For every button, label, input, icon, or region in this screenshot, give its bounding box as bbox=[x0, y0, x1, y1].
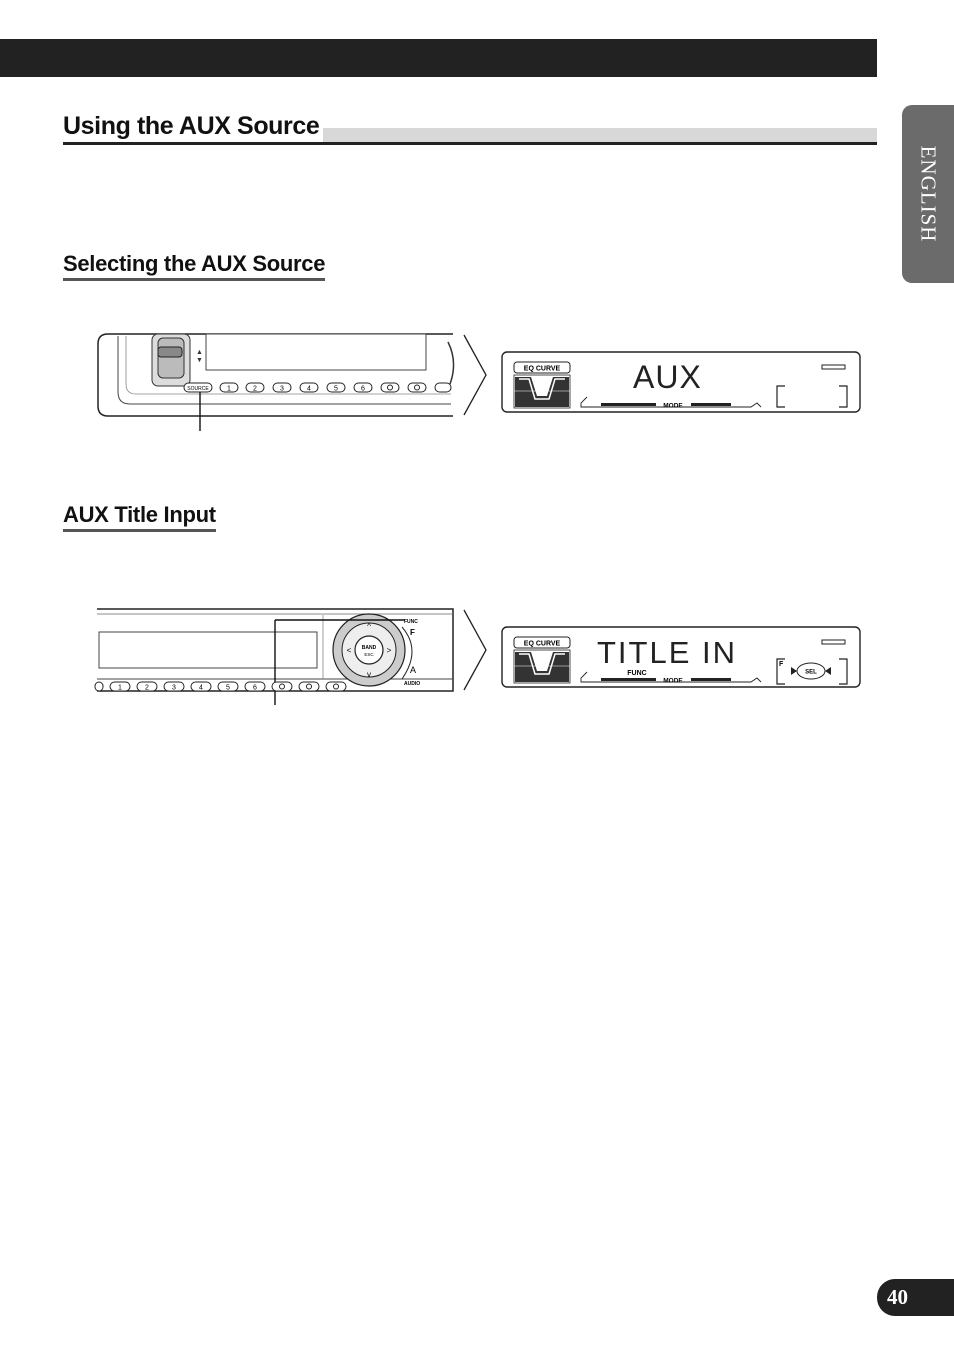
section-heading bbox=[63, 110, 877, 144]
sel-label: SEL bbox=[805, 669, 817, 676]
audio-button-label: AUDIO bbox=[404, 681, 421, 687]
mode-label: MODE bbox=[663, 402, 683, 410]
top-bar bbox=[0, 39, 877, 77]
svg-text:3: 3 bbox=[172, 684, 176, 692]
eq-curve-graphic bbox=[514, 375, 570, 408]
svg-text:^: ^ bbox=[367, 622, 371, 631]
subheading-title-input: AUX Title Input bbox=[63, 502, 216, 532]
preset-button-1 bbox=[220, 383, 238, 393]
display-aux bbox=[501, 351, 862, 414]
func-indicator: FUNC bbox=[627, 670, 647, 677]
preset-button-5 bbox=[327, 383, 345, 393]
svg-text:1: 1 bbox=[227, 385, 231, 393]
preset-button-2 bbox=[137, 682, 157, 692]
language-tab-label: ENGLISH bbox=[916, 145, 941, 243]
display-main-text: TITLE IN bbox=[597, 635, 738, 670]
f-indicator: F bbox=[779, 661, 784, 668]
svg-text:5: 5 bbox=[226, 684, 230, 692]
preset-button-2 bbox=[246, 383, 264, 393]
subheading-selecting: Selecting the AUX Source bbox=[63, 251, 325, 281]
f-button-label: F bbox=[410, 628, 415, 637]
source-button-label: SOURCE bbox=[187, 386, 209, 392]
mode-label: MODE bbox=[663, 677, 683, 685]
head-unit-source-figure bbox=[96, 332, 458, 434]
section-title: Using the AUX Source bbox=[63, 110, 323, 142]
svg-text:6: 6 bbox=[361, 385, 365, 393]
dial-control bbox=[333, 614, 405, 686]
arrow-1-icon bbox=[462, 334, 488, 416]
esc-label: ESC bbox=[364, 652, 374, 657]
svg-text:▲: ▲ bbox=[196, 349, 203, 356]
eq-curve-label: EQ CURVE bbox=[523, 640, 561, 648]
preset-button-3 bbox=[273, 383, 291, 393]
head-unit-func-figure bbox=[97, 607, 455, 707]
preset-button-6 bbox=[354, 383, 372, 393]
language-tab bbox=[902, 105, 954, 283]
band-label: BAND bbox=[361, 645, 377, 651]
preset-button-4 bbox=[300, 383, 318, 393]
arrow-2-icon bbox=[462, 609, 488, 691]
preset-button-6 bbox=[245, 682, 265, 692]
display-title-in bbox=[501, 626, 862, 689]
svg-text:2: 2 bbox=[145, 684, 149, 692]
svg-text:v: v bbox=[367, 670, 371, 679]
svg-text:4: 4 bbox=[307, 385, 311, 393]
preset-button-4 bbox=[191, 682, 211, 692]
page-number: 40 bbox=[877, 1279, 954, 1316]
svg-text:1: 1 bbox=[118, 684, 122, 692]
svg-text:4: 4 bbox=[199, 684, 203, 692]
svg-text:2: 2 bbox=[253, 385, 257, 393]
svg-text:>: > bbox=[386, 646, 392, 655]
eq-curve-graphic bbox=[514, 650, 570, 683]
preset-button-3 bbox=[164, 682, 184, 692]
eq-curve-label: EQ CURVE bbox=[523, 365, 561, 373]
preset-button-1 bbox=[110, 682, 130, 692]
svg-text:A: A bbox=[410, 665, 417, 675]
svg-text:3: 3 bbox=[280, 385, 284, 393]
display-main-text: AUX bbox=[633, 359, 702, 395]
preset-button-5 bbox=[218, 682, 238, 692]
svg-text:5: 5 bbox=[334, 385, 338, 393]
svg-text:<: < bbox=[346, 646, 352, 655]
svg-text:6: 6 bbox=[253, 684, 257, 692]
func-button-label: FUNC bbox=[404, 619, 418, 625]
svg-text:▼: ▼ bbox=[196, 357, 203, 364]
